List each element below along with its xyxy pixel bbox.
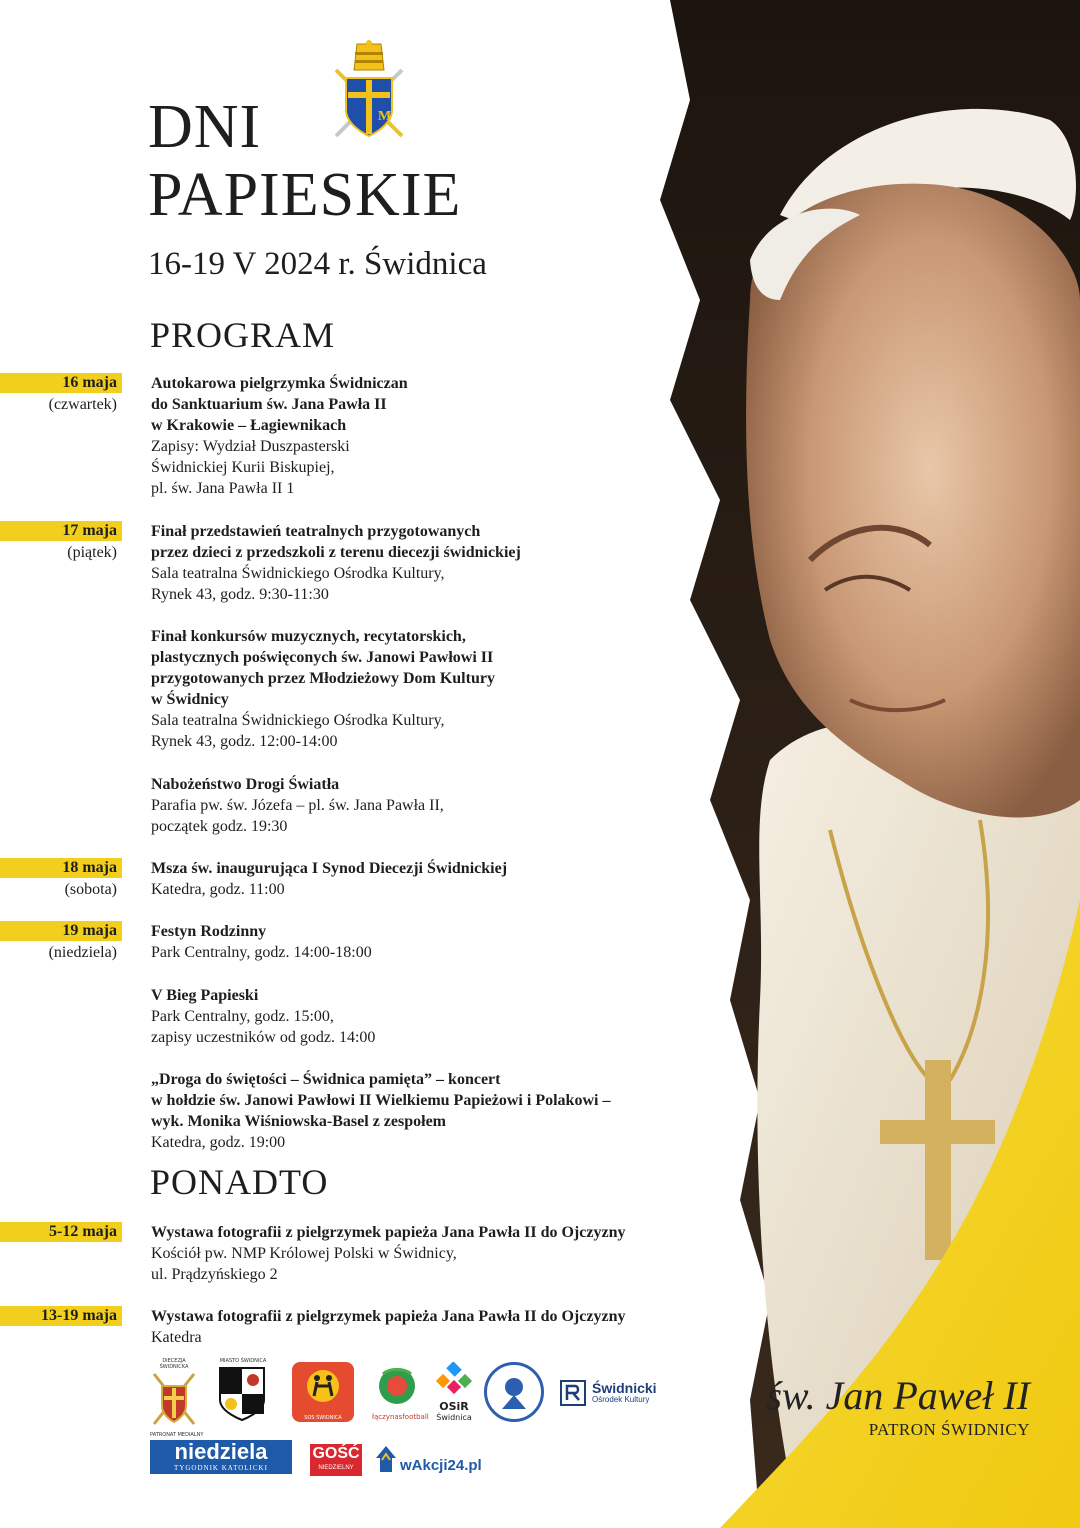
event-bieg-papieski	[151, 985, 711, 1048]
miasto-swidnica-logo	[218, 1358, 268, 1424]
diecezja-swidnicka-logo	[148, 1358, 200, 1424]
event-detail-line: pl. św. Jana Pawła II 1	[151, 480, 295, 497]
event-title-line: plastycznych poświęconych św. Janowi Pawłowi II	[151, 649, 494, 666]
logo-caption: MIASTO ŚWIDNICA	[219, 1358, 267, 1364]
pope-portrait-photo	[600, 0, 1080, 1528]
date-label: 17 maja	[62, 522, 117, 539]
event-detail-line: Katedra	[151, 1329, 202, 1346]
event-detail-line: Świdnickiej Kurii Biskupiej,	[151, 459, 335, 476]
logo-caption: PATRONAT MEDIALNY	[150, 1432, 204, 1438]
niedziela-logo	[150, 1432, 292, 1478]
osir-swidnica-logo	[432, 1362, 476, 1424]
logo-caption: TYGODNIK KATOLICKI	[174, 1464, 268, 1472]
event-dates-subtitle: 16-19 V 2024 r. Świdnica	[148, 246, 487, 282]
logo-caption: OSiR	[439, 1400, 469, 1413]
logo-caption: DIECEZJA ŚWIDNICKA	[159, 1358, 189, 1370]
patron-caption	[766, 1373, 1030, 1440]
event-title-line: wyk. Monika Wiśniowska-Basel z zespołem	[151, 1113, 446, 1130]
date-badge-18-maja	[0, 858, 122, 878]
logo-caption: SOS ŚWIDNICA	[304, 1415, 342, 1421]
logo-caption: NIEDZIELNY	[318, 1465, 354, 1471]
event-detail-line: Zapisy: Wydział Duszpasterski	[151, 438, 350, 455]
event-detail-line: Kościół pw. NMP Królowej Polski w Świdnicy,	[151, 1245, 457, 1262]
event-pielgrzymka	[151, 373, 711, 499]
event-msza-synod	[151, 858, 711, 900]
event-droga-swiatla	[151, 774, 711, 837]
date-label: 16 maja	[62, 374, 117, 391]
event-title-line: Finał konkursów muzycznych, recytatorskich,	[151, 628, 466, 645]
event-title-line: przygotowanych przez Młodzieżowy Dom Kultury	[151, 670, 495, 687]
event-final-teatralny	[151, 521, 711, 605]
logo-caption: Ośrodek Kultury	[592, 1395, 650, 1404]
weekday-label: (czwartek)	[48, 396, 117, 413]
event-wystawa-katedra	[151, 1306, 711, 1348]
event-title-line: Msza św. inaugurująca I Synod Diecezji Świdnickiej	[151, 860, 508, 877]
event-title-line: przez dzieci z przedszkoli z terenu diecezji świdnickiej	[151, 544, 521, 561]
date-badge-16-maja	[0, 373, 122, 393]
svg-text:M: M	[378, 109, 392, 124]
event-title-line: w hołdzie św. Janowi Pawłowi II Wielkiemu Papieżowi i Polakowi –	[151, 1092, 611, 1109]
date-label: 18 maja	[62, 859, 117, 876]
weekday-label: (sobota)	[64, 881, 117, 898]
logo-caption: GOŚĆ	[312, 1445, 360, 1462]
logo-caption: łączynasfootball	[372, 1413, 429, 1421]
swidnicki-osrodek-kultury-logo	[560, 1376, 670, 1410]
ponadto-heading: PONADTO	[150, 1162, 329, 1202]
przedszkole-publiczne-logo	[484, 1362, 544, 1422]
page-title-line1: DNI	[148, 93, 262, 161]
logo-caption: Świdnicki	[592, 1380, 657, 1396]
date-badge-13-19-maja	[0, 1306, 122, 1326]
event-detail-line: Katedra, godz. 19:00	[151, 1134, 286, 1151]
event-detail-line: ul. Prądzyńskiego 2	[151, 1266, 278, 1283]
logo-caption: Świdnica	[436, 1413, 472, 1422]
event-title-line: Wystawa fotografii z pielgrzymek papieża Jana Pawła II do Ojczyzny	[151, 1224, 626, 1241]
logo-caption: wAkcji24.pl	[400, 1457, 482, 1474]
event-detail-line: Sala teatralna Świdnickiego Ośrodka Kultury,	[151, 712, 445, 729]
date-badge-5-12-maja	[0, 1222, 122, 1242]
papal-coat-of-arms-logo	[326, 40, 412, 140]
date-label: 5-12 maja	[49, 1223, 117, 1240]
event-title-line: „Droga do świętości – Świdnica pamięta” – koncert	[151, 1071, 501, 1088]
event-title-line: V Bieg Papieski	[151, 987, 259, 1004]
gosc-niedzielny-logo	[310, 1444, 362, 1476]
event-detail-line: Sala teatralna Świdnickiego Ośrodka Kultury,	[151, 565, 445, 582]
program-heading: PROGRAM	[150, 315, 336, 355]
event-festyn	[151, 921, 711, 963]
date-badge-19-maja	[0, 921, 122, 941]
patron-name: św. Jan Paweł II	[766, 1373, 1030, 1418]
date-badge-17-maja	[0, 521, 122, 541]
patron-title: PATRON ŚWIDNICY	[868, 1420, 1030, 1439]
event-detail-line: Rynek 43, godz. 9:30-11:30	[151, 586, 329, 603]
weekday-label: (niedziela)	[48, 944, 117, 961]
event-title-line: Wystawa fotografii z pielgrzymek papieża Jana Pawła II do Ojczyzny	[151, 1308, 626, 1325]
date-label: 13-19 maja	[41, 1307, 117, 1324]
event-detail-line: początek godz. 19:30	[151, 818, 288, 835]
sos-swidnica-logo	[292, 1362, 354, 1422]
event-title-line: w Krakowie – Łagiewnikach	[151, 417, 347, 434]
event-detail-line: zapisy uczestników od godz. 14:00	[151, 1029, 376, 1046]
event-title-line: Nabożeństwo Drogi Światła	[151, 776, 340, 793]
event-title-line: w Świdnicy	[151, 691, 229, 708]
event-final-konkursow	[151, 626, 711, 752]
event-title-line: Festyn Rodzinny	[151, 923, 267, 940]
event-detail-line: Park Centralny, godz. 14:00-18:00	[151, 944, 372, 961]
wakcji24-logo	[376, 1446, 496, 1474]
page-title-line2: PAPIESKIE	[148, 161, 462, 229]
event-title-line: do Sanktuarium św. Jana Pawła II	[151, 396, 387, 413]
date-label: 19 maja	[62, 922, 117, 939]
weekday-label: (piątek)	[67, 544, 117, 561]
event-detail-line: Rynek 43, godz. 12:00-14:00	[151, 733, 338, 750]
event-detail-line: Park Centralny, godz. 15:00,	[151, 1008, 334, 1025]
event-wystawa-kosciol	[151, 1222, 711, 1285]
event-title-line: Finał przedstawień teatralnych przygotowanych	[151, 523, 481, 540]
portrait-illustration	[600, 0, 1080, 1528]
event-title-line: Autokarowa pielgrzymka Świdniczan	[151, 375, 408, 392]
event-detail-line: Katedra, godz. 11:00	[151, 881, 285, 898]
event-detail-line: Parafia pw. św. Józefa – pl. św. Jana Pawła II,	[151, 797, 444, 814]
event-koncert	[151, 1069, 711, 1153]
logo-caption: niedziela	[174, 1439, 268, 1464]
laczy-nas-football-logo	[372, 1364, 429, 1424]
